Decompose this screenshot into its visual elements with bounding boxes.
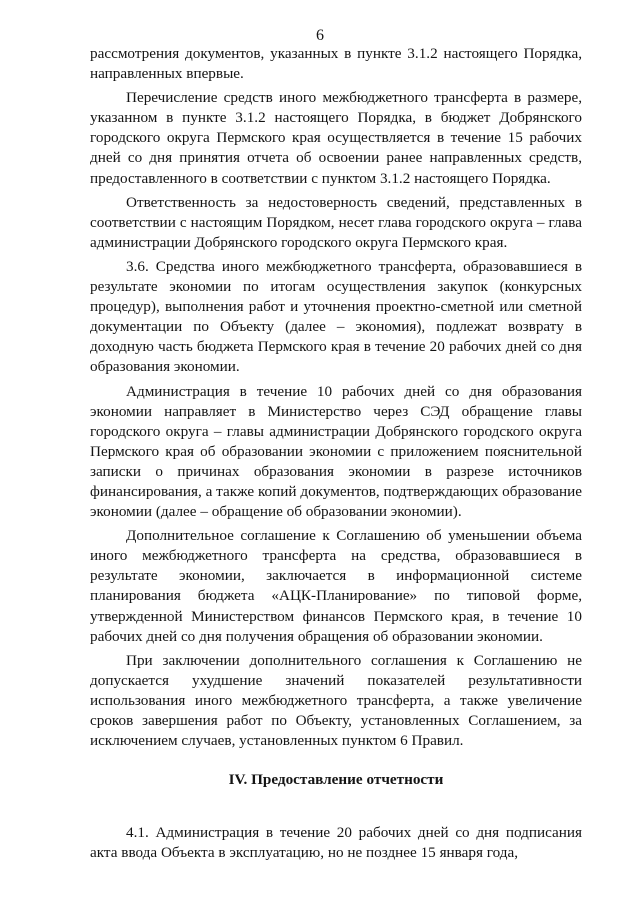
paragraph: 3.6. Средства иного межбюджетного трансферта, образовавшиеся в результате экономии по итогам осуществления закупок (конкурсных процедур), выполнения работ и уточнения проектно-сметной или сметной документации по Объекту (далее – экономия), подлежат возврату в доходную часть бюджета Пермского края в течение 20 рабочих дней со дня образования экономии. [90,257,582,376]
paragraph: Перечисление средств иного межбюджетного трансферта в размере, указанном в пункте 3.1.2 настоящего Порядка, в бюджет Добрянского городского округа Пермского края осуществляется в течение 15 рабочих дней со дня принятия отчета об освоении ранее направленных средств, предоставленного в соответствии с пунктом 3.1.2 настоящего Порядка. [90,89,582,187]
paragraph: рассмотрения документов, указанных в пункте 3.1.2 настоящего Порядка, направленных впервые. [90,45,582,83]
paragraph: Дополнительное соглашение к Соглашению об уменьшении объема иного межбюджетного трансферта на средства, образовавшиеся в результате экономии, заключается в информационной системе планирования бюджета «АЦК-Планирование» по типовой форме, утвержденной Министерством финансов Пермского края, в течение 10 рабочих дней со дня получения обращения об образовании экономии. [90,527,582,645]
paragraph: 4.1. Администрация в течение 20 рабочих дней со дня подписания акта ввода Объекта в эксплуатацию, но не позднее 15 января года, [90,824,582,862]
section-heading: IV. Предоставление отчетности [228,771,444,789]
page-number: 6 [316,27,324,44]
paragraph: При заключении дополнительного соглашения к Соглашению не допускается ухудшение значений показателей результативности использования иного межбюджетного трансферта, а также увеличение сроков завершения работ по Объекту, установленных Соглашением, за исключением случаев, установленных пунктом 6 Правил. [90,651,582,750]
paragraph: Ответственность за недостоверность сведений, представленных в соответствии с настоящим Порядком, несет глава городского округа – глава администрации Добрянского городского округа Пермского края. [90,193,582,251]
document-body [90,44,582,867]
paragraph: Администрация в течение 10 рабочих дней со дня образования экономии направляет в Министерство через СЭД обращение главы городского округа – главы администрации Добрянского городского округа Пермского края об образовании экономии с приложением пояснительной записки о причинах образования экономии в разрезе источников финансирования, а также копий документов, подтверждающих образование экономии (далее – обращение об образовании экономии). [90,382,582,521]
